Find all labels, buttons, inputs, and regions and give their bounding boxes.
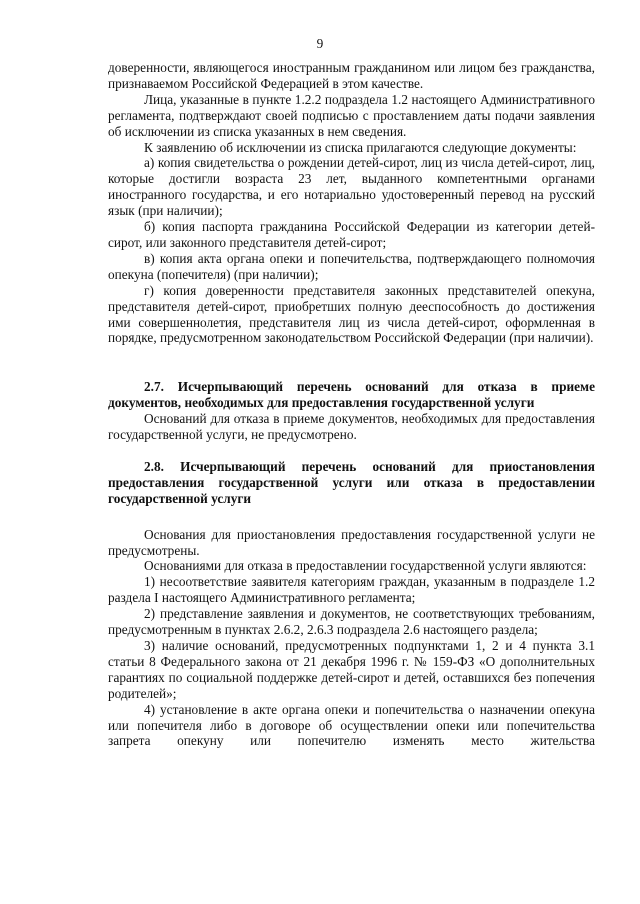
list-item-b: б) копия паспорта гражданина Российской Федерации из категории детей-сирот, или законного представителя детей-сирот;: [108, 219, 595, 250]
spacer: [108, 346, 595, 379]
section-heading-2-7: 2.7. Исчерпывающий перечень оснований для отказа в приеме документов, необходимых для предоставления государственной услуги: [108, 379, 595, 411]
paragraph-no-refusal-grounds: Оснований для отказа в приеме документов, необходимых для предоставления государственной услуги, не предусмотрено.: [108, 411, 595, 443]
paragraph-continuation: доверенности, являющегося иностранным гражданином или лицом без гражданства, признаваемом Российской Федерацией в этом качестве.: [108, 60, 595, 91]
list-item-2: 2) представление заявления и документов, не соответствующих требованиям, предусмотренным в пунктах 2.6.2, 2.6.3 подраздела 2.6 настоящего раздела;: [108, 606, 595, 638]
list-item-4: 4) установление в акте органа опеки и попечительства о назначении опекуна или попечителя либо в договоре об осуществлении опеки или попечительства запрета опекуну или попечителю изменять место жительства: [108, 701, 595, 749]
paragraph-attachments-intro: К заявлению об исключении из списка прилагаются следующие документы:: [144, 139, 577, 155]
section-heading-2-8: 2.8. Исчерпывающий перечень оснований для приостановления предоставления государственной услуги или отказа в предоставлении государственной услуги: [108, 458, 595, 506]
paragraph-no-suspension: Основания для приостановления предоставления государственной услуги не предусмотрены.: [108, 526, 595, 558]
document-body: [108, 60, 595, 749]
spacer: [108, 507, 595, 527]
paragraph-refusal-grounds-intro: Основаниями для отказа в предоставлении государственной услуги являются:: [144, 558, 587, 574]
list-item-g: г) копия доверенности представителя законных представителей опекуна, представителя детей-сирот, приобретших полную дееспособность до достижения ими совершеннолетия, представителя лиц из числа детей-сирот, оформленная в порядке, предусмотренном законодательством Российской Федерации (при наличии).: [108, 282, 595, 346]
spacer: [108, 443, 595, 459]
page-number: 9: [316, 36, 324, 51]
list-item-1: 1) несоответствие заявителя категориям граждан, указанным в подразделе 1.2 раздела I настоящего Административного регламента;: [108, 574, 595, 606]
list-item-3: 3) наличие оснований, предусмотренных подпунктами 1, 2 и 4 пункта 3.1 статьи 8 Федерального закона от 21 декабря 1996 г. № 159-ФЗ «О дополнительных гарантиях по социальной поддержке детей-сирот и детей, оставшихся без попечения родителей»;: [108, 638, 595, 701]
paragraph-signature: Лица, указанные в пункте 1.2.2 подраздела 1.2 настоящего Административного регламента, подтверждают своей подписью с проставлением даты подачи заявления об исключении из списка указанных в нем сведения.: [108, 91, 595, 139]
list-item-v: в) копия акта органа опеки и попечительства, подтверждающего полномочия опекуна (попечителя) (при наличии);: [108, 250, 595, 282]
list-item-a: а) копия свидетельства о рождении детей-сирот, лиц из числа детей-сирот, лиц, которые достигли возраста 23 лет, выданного компетентными органами иностранного государства, и его нотариально удостоверенный перевод на русский язык (при наличии);: [108, 155, 595, 219]
